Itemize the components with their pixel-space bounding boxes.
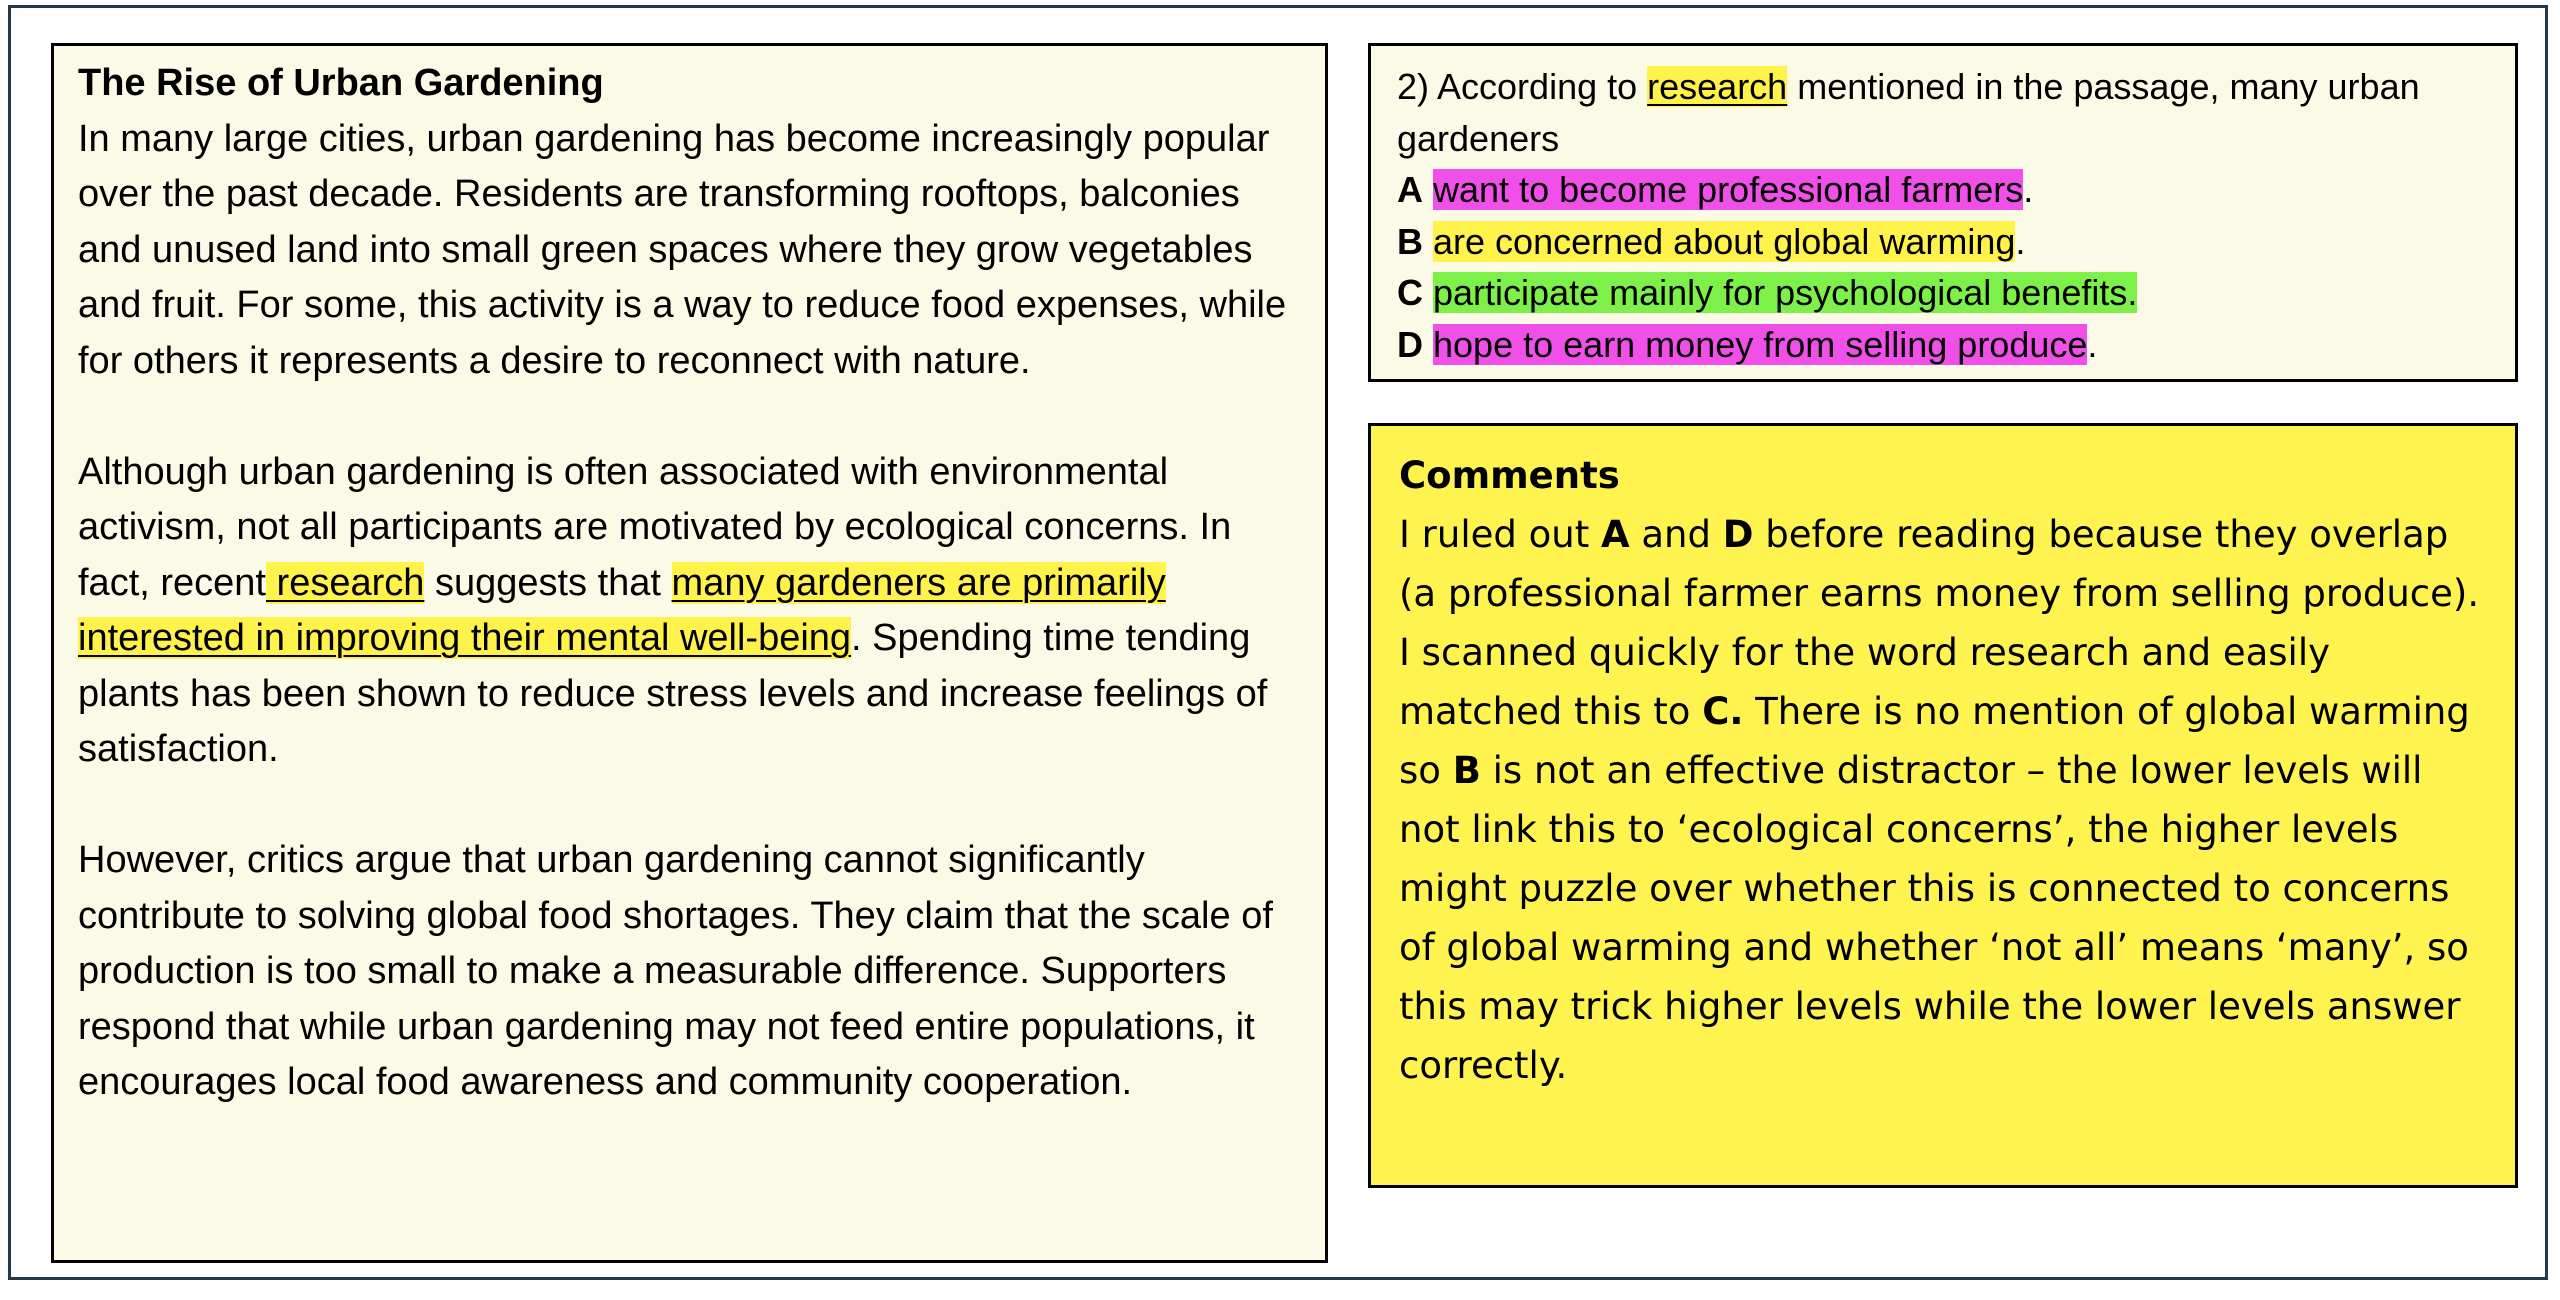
comments-panel (1368, 423, 2518, 1188)
stem-text-a: 2) According to (1397, 66, 1648, 107)
comment-bold-b: B (1452, 749, 1481, 792)
option-text: want to become professional farmers (1433, 169, 2024, 210)
passage-paragraph-1: In many large cities, urban gardening has become increasingly popular over the past decade. Residents are transforming rooftops, balconies and unused land into small green spaces where they grow vegetables and fruit. For some, this activity is a way to reduce food expenses, while for others it represents a desire to reconnect with nature. (78, 117, 1287, 382)
question-panel (1368, 43, 2518, 382)
option-a: A want to become professional farmers. (1397, 169, 2034, 210)
passage-paragraph-3: However, critics argue that urban gardening cannot significantly contribute to solving global food shortages. They claim that the scale of production is too small to make a measurable difference. Supporters respond that while urban gardening may not feed entire populations, it encourages local food awareness and community cooperation. (78, 839, 1273, 1103)
option-d: D hope to earn money from selling produce. (1397, 323, 2098, 365)
option-letter: D (1397, 323, 1423, 365)
para2-text-a: Although urban gardening is often associated with environmental activism, not all participants are motivated by ecological concerns. In fact, recent (78, 450, 1232, 604)
passage-title: The Rise of Urban Gardening (78, 62, 604, 104)
page-frame (8, 5, 2548, 1280)
comment-bold-c: C. (1702, 690, 1744, 733)
option-letter: B (1397, 220, 1423, 262)
comments-body: I ruled out A and D before reading because they overlap (a professional farmer earns money from selling produce). I scanned quickly for the word research and easily matched this to C. There is no mention of global warming so B is not an effective distractor – the lower levels will not link this to ‘ecological concerns’, the higher levels might puzzle over whether this is connected to concerns of global warming and whether ‘not all’ means ‘many’, so this may trick higher levels while the lower levels answer correctly. (1399, 513, 2480, 1087)
comments-title: Comments (1399, 454, 1620, 497)
para2-text-c: . Spending time tending plants has been shown to reduce stress levels and increase feelings of satisfaction. (78, 617, 1268, 770)
para2-text-b: suggests that (424, 561, 672, 604)
option-text: are concerned about global warming (1433, 220, 2016, 262)
comment-bold-d: D (1722, 513, 1754, 556)
option-letter: A (1397, 169, 1423, 210)
comment-bold-a: A (1600, 513, 1630, 556)
highlight-many-gardeners: many gardeners are primarily interested in improving their mental well-being (78, 561, 1166, 659)
stem-text-b: mentioned in the passage, many urban gardeners (1397, 66, 2420, 159)
stem-highlight-research: research (1647, 66, 1788, 107)
passage-paragraph-2 (78, 445, 1301, 778)
passage-panel (51, 43, 1328, 1263)
question-stem (1397, 61, 2489, 164)
option-letter: C (1397, 272, 1423, 313)
highlight-research: research (265, 561, 425, 604)
option-b: B are concerned about global warming. (1397, 220, 2026, 262)
option-c (1397, 267, 2489, 319)
option-text: hope to earn money from selling produce (1433, 323, 2088, 365)
option-text: participate mainly for psychological benefits. (1433, 272, 2138, 313)
